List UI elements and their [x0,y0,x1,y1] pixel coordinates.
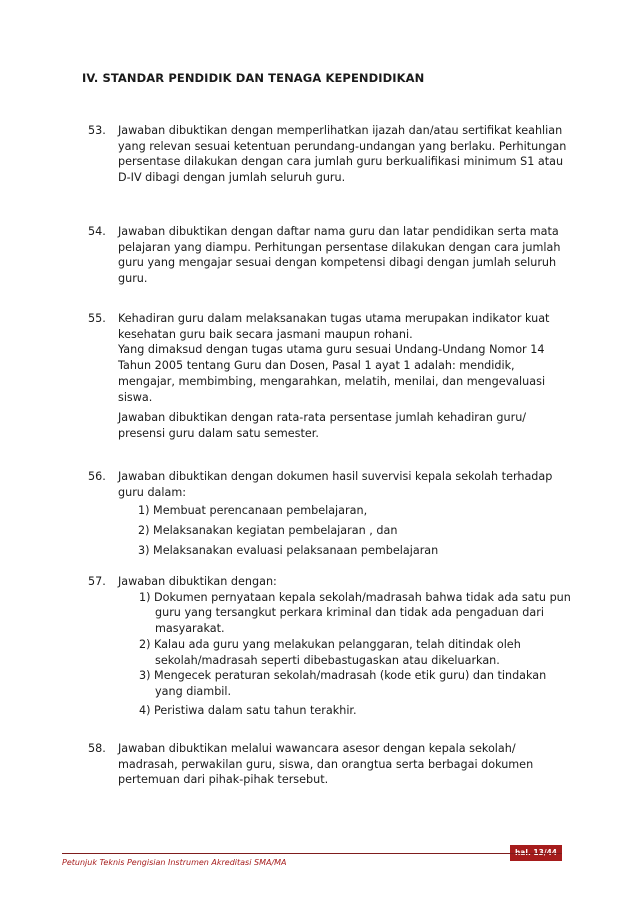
item-number: 56. [88,470,106,483]
footer-divider [62,853,562,854]
list-item: 1) Dokumen pernyataan kepala sekolah/madrasah bahwa tidak ada satu pun guru yang tersangkut perkara kriminal dan tidak ada pengaduan dari masyarakat. [139,590,571,636]
footer-text: Petunjuk Teknis Pengisian Instrumen Akreditasi SMA/MA [62,858,287,867]
list-item: 3) Mengecek peraturan sekolah/madrasah (kode etik guru) dan tindakan yang diambil. [139,669,547,698]
item-paragraph: Jawaban dibuktikan dengan daftar nama guru dan latar pendidikan serta mata pelajaran yang diampu. Perhitungan persentase dilakukan dengan cara jumlah guru yang mengajar sesuai dengan kompetensi dibagi dengan jumlah seluruh guru. [118,225,561,286]
page-number-badge: hal. 13/44 [510,845,562,861]
item-number: 57. [88,575,106,588]
item-number: 54. [88,225,106,238]
section-heading: IV. STANDAR PENDIDIK DAN TENAGA KEPENDIDIKAN [82,71,425,85]
item-paragraph: Jawaban dibuktikan dengan rata-rata persentase jumlah kehadiran guru/ presensi guru dalam satu semester. [118,411,527,440]
item-53 [88,123,568,186]
item-56 [88,469,568,559]
item-paragraph: Yang dimaksud dengan tugas utama guru sesuai Undang-Undang Nomor 14 Tahun 2005 tentang Guru dan Dosen, Pasal 1 ayat 1 adalah: mendidik, mengajar, membimbing, mengarahkan, melatih, menilai, dan mengevaluasi siswa. [118,343,546,404]
list-item: 1) Membuat perencanaan pembelajaran, [138,504,368,518]
item-58 [88,741,568,788]
item-number: 53. [88,124,106,137]
item-intro: Jawaban dibuktikan dengan dokumen hasil suvervisi kepala sekolah terhadap guru dalam: [118,470,553,499]
item-number: 58. [88,742,106,755]
item-55 [88,311,568,442]
item-paragraph: Kehadiran guru dalam melaksanakan tugas utama merupakan indikator kuat kesehatan guru baik secara jasmani maupun rohani. [118,312,550,341]
item-57 [88,574,571,718]
list-item: 2) Kalau ada guru yang melakukan pelanggaran, telah ditindak oleh sekolah/madrasah seperti dibebastugaskan atau dikeluarkan. [139,637,521,667]
list-item: 4) Peristiwa dalam satu tahun terakhir. [139,703,357,717]
list-item: 3) Melaksanakan evaluasi pelaksanaan pembelajaran [138,543,439,557]
item-paragraph: Jawaban dibuktikan melalui wawancara asesor dengan kepala sekolah/ madrasah, perwakilan guru, siswa, dan orangtua serta berbagai dokumen pertemuan dari pihak-pihak tersebut. [118,742,534,787]
item-54 [88,224,568,287]
list-item: 2) Melaksanakan kegiatan pembelajaran , dan [138,524,398,538]
item-paragraph: Jawaban dibuktikan dengan memperlihatkan ijazah dan/atau sertifikat keahlian yang relevan sesuai ketentuan perundang-undangan yang berlaku. Perhitungan persentase dilakukan dengan cara jumlah guru berkualifikasi minimum S1 atau D-IV dibagi dengan jumlah seluruh guru. [118,124,567,185]
item-number: 55. [88,312,106,325]
item-intro: Jawaban dibuktikan dengan: [118,575,277,588]
